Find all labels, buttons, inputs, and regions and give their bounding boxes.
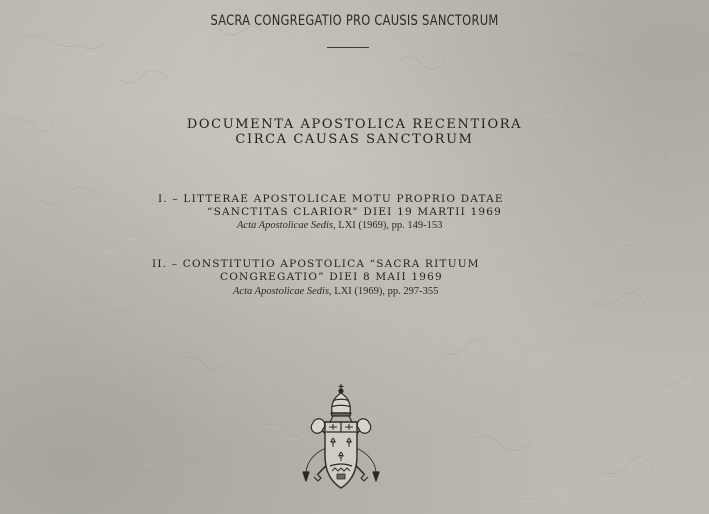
document-1-ref-source: Acta Apostolicae Sedis, [237, 220, 336, 231]
document-2-line-1 [152, 258, 480, 270]
document-1-ref-detail: LXI (1969), pp. 149-153 [338, 220, 443, 231]
document-2-numeral: II. – [152, 258, 179, 270]
document-1-title-line-1: LITTERAE APOSTOLICAE MOTU PROPRIO DATAE [183, 193, 504, 205]
main-title-line-2: CIRCA CAUSAS SANCTORUM [235, 132, 474, 147]
document-1-title-line-2: “SANCTITAS CLARIOR” DIEI 19 MARTII 1969 [207, 206, 502, 218]
document-2-ref-source: Acta Apostolicae Sedis, [233, 286, 332, 297]
congregation-header: SACRA CONGREGATIO PRO CAUSIS SANCTORUM [210, 13, 499, 29]
header-divider [327, 47, 369, 48]
papal-coat-of-arms-icon [296, 382, 386, 494]
main-title-line-1: DOCUMENTA APOSTOLICA RECENTIORA [186, 117, 523, 132]
document-1-reference [237, 220, 442, 231]
document-2-ref-detail: LXI (1969), pp. 297-355 [334, 286, 439, 297]
document-2-title-line-2: CONGREGATIO” DIEI 8 MAII 1969 [220, 271, 443, 283]
document-2-reference [233, 286, 438, 297]
document-1-numeral: I. – [158, 193, 179, 205]
document-1-line-1 [158, 193, 504, 205]
document-2-title-line-1: CONSTITUTIO APOSTOLICA “SACRA RITUUM [182, 258, 480, 270]
